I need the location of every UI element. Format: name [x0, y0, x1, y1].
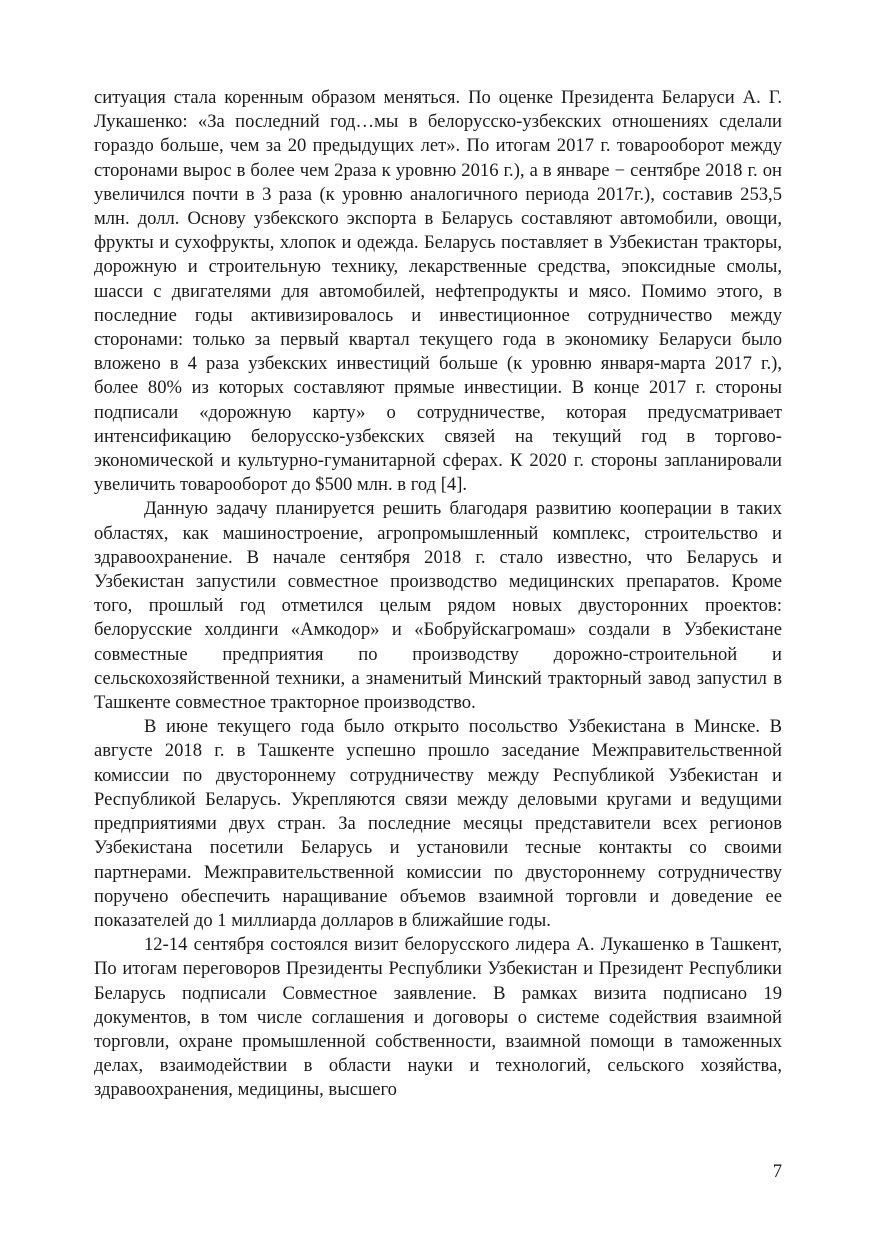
paragraph-visit: 12-14 сентября состоялся визит белорусского лидера А. Лукашенко в Ташкент, По итогам переговоров Президенты Республики Узбекистан и Президент Республики Беларусь подписали Совместное заявление. В рамках визита подписано 19 документов, в том числе соглашения и договоры о системе содействия взаимной торговли, охране промышленной собственности, взаимной помощи в таможенных делах, взаимодействии в области науки и технологий, сельского хозяйства, здравоохранения, медицины, высшего [94, 934, 782, 1101]
paragraph-embassy: В июне текущего года было открыто посольство Узбекистана в Минске. В августе 2018 г. в Ташкенте успешно прошло заседание Межправительственной комиссии по двустороннему сотрудничеству между Республикой Узбекистан и Республикой Беларусь. Укрепляются связи между деловыми кругами и ведущими предприятиями двух стран. За последние месяцы представители всех регионов Узбекистана посетили Беларусь и установили тесные контакты со своими партнерами. Межправительственной комиссии по двустороннему сотрудничеству поручено обеспечить наращивание объемов взаимной торговли и доведение ее показателей до 1 миллиарда долларов в ближайшие годы. [94, 716, 782, 931]
body-text [94, 86, 782, 1103]
page-number: 7 [772, 1161, 782, 1182]
paragraph-continuation: ситуация стала коренным образом меняться. По оценке Президента Беларуси А. Г. Лукашенко: «За последний год…мы в белорусско-узбекских отношениях сделали гораздо больше, чем за 20 предыдущих лет». По итогам 2017 г. товарооборот между сторонами вырос в более чем 2раза к уровню 2016 г.), а в январе − сентябре 2018 г. он увеличился почти в 3 раза (к уровню аналогичного периода 2017г.), составив 253,5 млн. долл. Основу узбекского экспорта в Беларусь составляют автомобили, овощи, фрукты и сухофрукты, хлопок и одежда. Беларусь поставляет в Узбекистан тракторы, дорожную и строительную технику, лекарственные средства, эпоксидные смолы, шасси с двигателями для автомобилей, нефтепродукты и мясо. Помимо этого, в последние годы активизировалось и инвестиционное сотрудничество между сторонами: только за первый квартал текущего года в экономику Беларуси было вложено в 4 раза узбекских инвестиций больше (к уровню января-марта 2017 г.), более 80% из которых составляют прямые инвестиции. В конце 2017 г. стороны подписали «дорожную карту» о сотрудничестве, которая предусматривает интенсификацию белорусско-узбекских связей на текущий год в торгово-экономической и культурно-гуманитарной сферах. К 2020 г. стороны запланировали увеличить товарооборот до $500 млн. в год [4]. [94, 87, 782, 496]
paragraph-cooperation: Данную задачу планируется решить благодаря развитию кооперации в таких областях, как машиностроение, агропромышленный комплекс, строительство и здравоохранение. В начале сентября 2018 г. стало известно, что Беларусь и Узбекистан запустили совместное производство медицинских препаратов. Кроме того, прошлый год отметился целым рядом новых двусторонних проектов: белорусские холдинги «Амкодор» и «Бобруйскагромаш» создали в Узбекистане совместные предприятия по производству дорожно-строительной и сельскохозяйственной техники, а знаменитый Минский тракторный завод запустил в Ташкенте совместное тракторное производство. [94, 498, 782, 714]
